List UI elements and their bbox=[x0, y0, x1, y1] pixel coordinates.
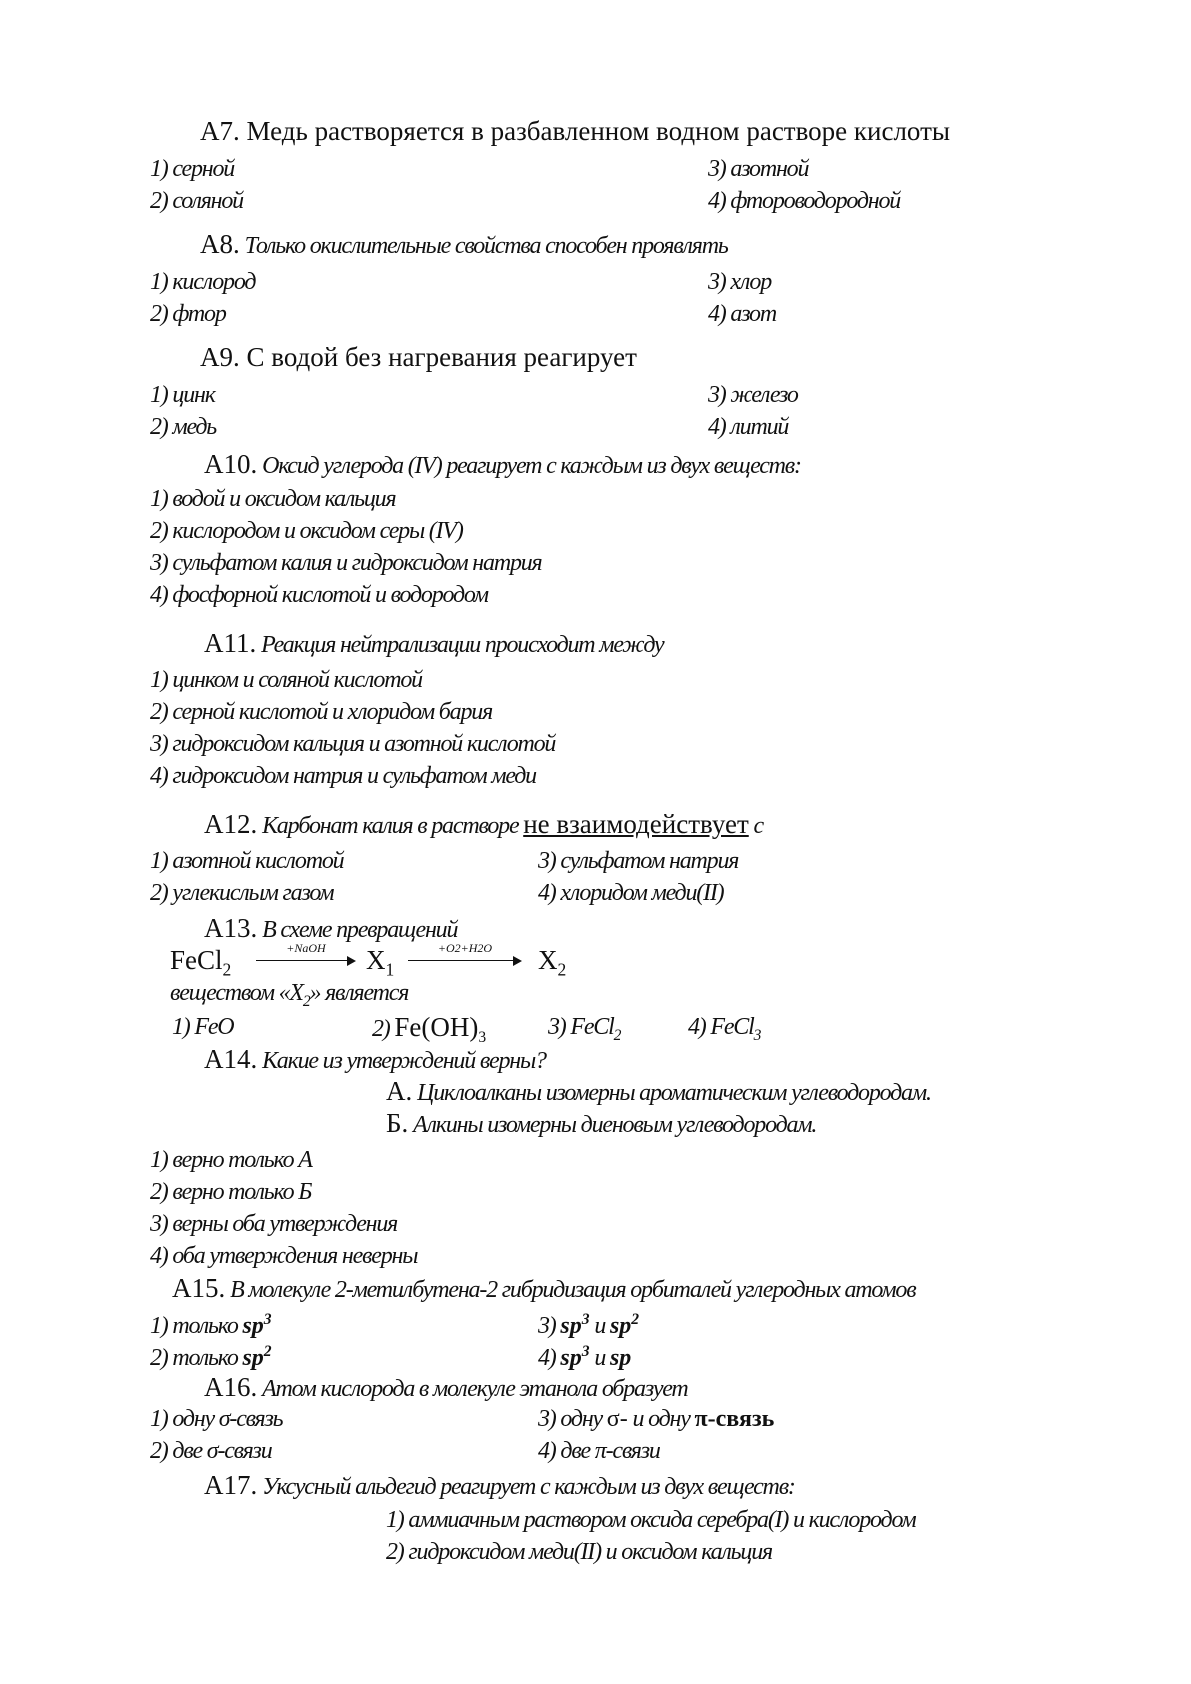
question-number: А10. bbox=[204, 449, 258, 479]
answer-option: 2) соляной bbox=[150, 188, 243, 214]
question-a8 bbox=[200, 229, 728, 261]
scheme-start: FeCl$_2$ bbox=[170, 945, 232, 980]
arrow-shaft bbox=[256, 960, 348, 961]
question-a17 bbox=[204, 1470, 795, 1502]
question-text: Медь растворяется в разбавленном водном растворе кислоты bbox=[246, 116, 951, 146]
question-text: Какие из утверждений верны? bbox=[262, 1048, 546, 1074]
answer-option: 1) азотной кислотой bbox=[150, 848, 344, 874]
answer-option: 3) хлор bbox=[708, 269, 772, 295]
answer-option: 2) медь bbox=[150, 414, 217, 440]
answer-option: 1) цинк bbox=[150, 382, 215, 408]
answer-option: 1) верно только А bbox=[150, 1147, 312, 1173]
answer-option: 2) верно только Б bbox=[150, 1179, 312, 1205]
answer-option: 4) оба утверждения неверны bbox=[150, 1243, 418, 1269]
answer-option: 3) $sp^3$ и $sp^2$ bbox=[538, 1311, 640, 1339]
question-text: Реакция нейтрализации происходит между bbox=[261, 632, 664, 658]
question-text: Только окислительные свойства способен проявлять bbox=[244, 233, 728, 259]
answer-option: 2) только $sp^2$ bbox=[150, 1343, 272, 1371]
answer-option: 3) сульфатом калия и гидроксидом натрия bbox=[150, 550, 542, 576]
question-a14 bbox=[204, 1044, 546, 1076]
answer-option: 4) литий bbox=[708, 414, 789, 440]
answer-option: 2) серной кислотой и хлоридом бария bbox=[150, 699, 493, 725]
answer-option: 2) кислородом и оксидом серы (IV) bbox=[150, 518, 463, 544]
question-text: С водой без нагревания реагирует bbox=[246, 342, 637, 372]
answer-option: 3) железо bbox=[708, 382, 798, 408]
arrowhead-icon bbox=[347, 956, 356, 966]
question-number: А7. bbox=[200, 116, 240, 146]
answer-option: 4) азот bbox=[708, 301, 776, 327]
answer-option: 3) одну σ- и одну π-связь bbox=[538, 1406, 775, 1432]
answer-option: 3) сульфатом натрия bbox=[538, 848, 739, 874]
question-number: А12. bbox=[204, 809, 258, 839]
answer-option: 1) FeO bbox=[172, 1014, 234, 1040]
answer-option: 1) водой и оксидом кальция bbox=[150, 486, 396, 512]
arrow-shaft bbox=[408, 960, 514, 961]
question-emphasis: не взаимодействует bbox=[523, 809, 749, 839]
scheme-end: $X_2$ bbox=[538, 945, 567, 980]
answer-option: 1) одну σ-связь bbox=[150, 1406, 283, 1432]
question-a13 bbox=[204, 913, 457, 945]
question-a16 bbox=[204, 1372, 688, 1404]
answer-option: 1) аммиачным раствором оксида серебра(I) и кислородом bbox=[386, 1507, 916, 1533]
answer-option: 3) верны оба утверждения bbox=[150, 1211, 398, 1237]
answer-option: 2) две σ-связи bbox=[150, 1438, 272, 1464]
question-a12 bbox=[204, 809, 763, 841]
question-number: А15. bbox=[172, 1273, 226, 1303]
answer-option: 3) гидроксидом кальция и азотной кислотой bbox=[150, 731, 556, 757]
question-number: А9. bbox=[200, 342, 240, 372]
question-number: А16. bbox=[204, 1372, 258, 1402]
answer-option: 4) две π-связи bbox=[538, 1438, 660, 1464]
answer-option: 1) цинком и соляной кислотой bbox=[150, 667, 422, 693]
question-text: Оксид углерода (IV) реагирует с каждым из двух веществ: bbox=[262, 453, 801, 479]
answer-option: 1) только $sp^3$ bbox=[150, 1311, 272, 1339]
question-number: А17. bbox=[204, 1470, 258, 1500]
question-text-end: с bbox=[748, 813, 764, 839]
answer-option: 4) FeCl$_3$ bbox=[688, 1014, 761, 1044]
question-text: В молекуле 2-метилбутена-2 гибридизация орбиталей углеродных атомов bbox=[230, 1277, 916, 1303]
answer-option: 3) FeCl$_2$ bbox=[548, 1014, 621, 1044]
question-a15 bbox=[172, 1273, 915, 1305]
statement-a: А. Циклоалканы изомерны ароматическим углеводородам. bbox=[386, 1076, 931, 1106]
arrowhead-icon bbox=[513, 956, 522, 966]
answer-option: 4) фосфорной кислотой и водородом bbox=[150, 582, 488, 608]
scheme-intermediate: $X_1$ bbox=[366, 945, 395, 980]
scheme-question: веществом «$X_2$» является bbox=[170, 980, 409, 1010]
reaction-arrow-1 bbox=[256, 941, 356, 966]
answer-option: 2) $Fe(OH)_3$ bbox=[372, 1012, 487, 1046]
answer-option: 2) углекислым газом bbox=[150, 880, 334, 906]
question-number: А11. bbox=[204, 628, 257, 658]
answer-option: 2) гидроксидом меди(II) и оксидом кальция bbox=[386, 1539, 772, 1565]
question-number: А13. bbox=[204, 913, 258, 943]
question-text: Карбонат калия в растворе bbox=[262, 813, 524, 839]
reagent-label: +NaOH bbox=[286, 941, 326, 955]
answer-option: 4) хлоридом меди(II) bbox=[538, 880, 724, 906]
question-text: Уксусный альдегид реагирует с каждым из двух веществ: bbox=[262, 1474, 795, 1500]
question-a11 bbox=[204, 628, 663, 660]
statement-b: Б. Алкины изомерны диеновым углеводородам. bbox=[386, 1108, 817, 1138]
question-a7 bbox=[200, 116, 950, 146]
answer-option: 4) $sp^3$ и sp bbox=[538, 1343, 632, 1371]
question-number: А8. bbox=[200, 229, 240, 259]
reagent-label: +O2+H2O bbox=[437, 941, 493, 955]
question-text: В схеме превращений bbox=[262, 917, 458, 943]
question-a9 bbox=[200, 342, 637, 372]
answer-option: 2) фтор bbox=[150, 301, 226, 327]
answer-option: 4) гидроксидом натрия и сульфатом меди bbox=[150, 763, 536, 789]
reaction-arrow-2 bbox=[408, 941, 522, 966]
answer-option: 1) кислород bbox=[150, 269, 256, 295]
question-number: А14. bbox=[204, 1044, 258, 1074]
answer-option: 4) фтороводородной bbox=[708, 188, 901, 214]
question-text: Атом кислорода в молекуле этанола образует bbox=[262, 1376, 688, 1402]
question-a10 bbox=[204, 449, 801, 481]
answer-option: 3) азотной bbox=[708, 156, 809, 182]
answer-option: 1) серной bbox=[150, 156, 235, 182]
